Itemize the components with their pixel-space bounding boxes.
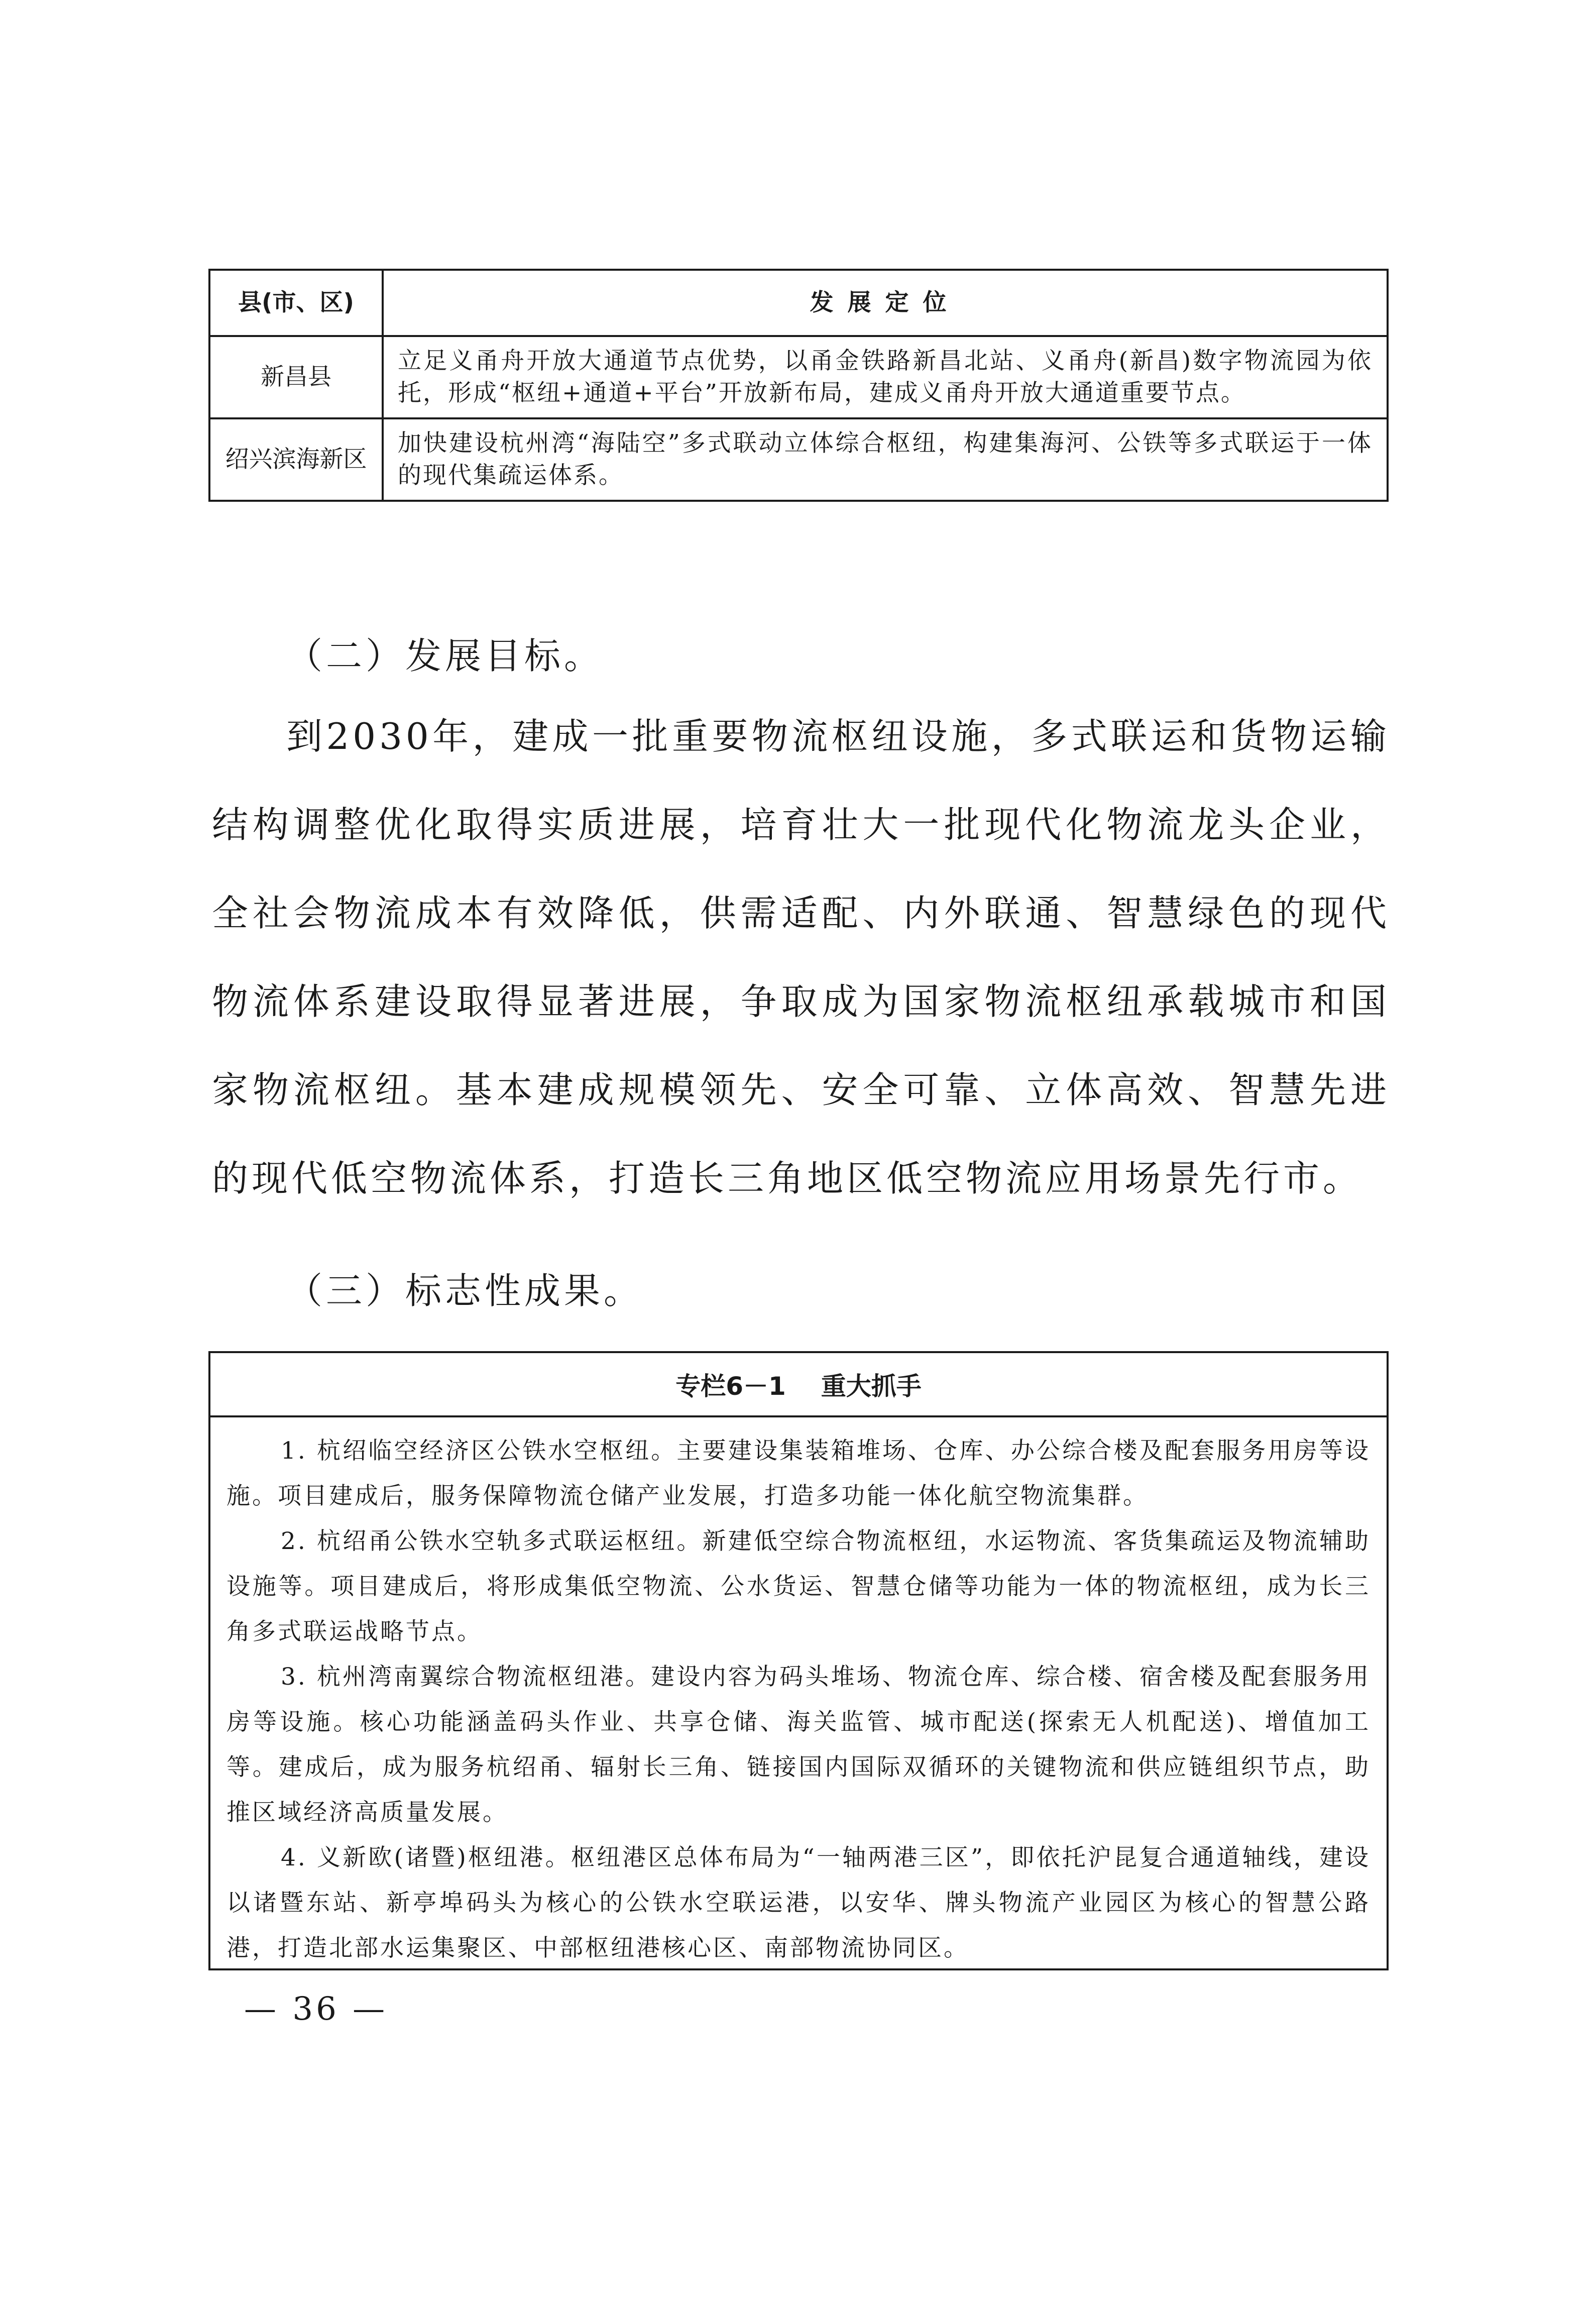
box-item: 3. 杭州湾南翼综合物流枢纽港。建设内容为码头堆场、物流仓库、综合楼、宿舍楼及配套服务用房等设施。核心功能涵盖码头作业、共享仓储、海关监管、城市配送(探索无人机配送)、增值加工等。建成后，成为服务杭绍甬、辐射长三角、链接国内国际双循环的关键物流和供应链组织节点，助推区域经济高质量发展。	[226, 1663, 1371, 1826]
box-label: 专栏6－1	[675, 1372, 786, 1401]
section-heading-achievements: （三）标志性成果。	[286, 1270, 644, 1312]
table-header-county: 县(市、区)	[209, 270, 383, 336]
table-cell-county: 新昌县	[209, 336, 383, 418]
box-item: 2. 杭绍甬公铁水空轨多式联运枢纽。新建低空综合物流枢纽，水运物流、客货集疏运及物流辅助设施等。项目建成后，将形成集低空物流、公水货运、智慧仓储等功能为一体的物流枢纽，成为长三角多式联运战略节点。	[226, 1527, 1371, 1645]
table-row	[209, 336, 1388, 418]
table-header-row	[209, 270, 1388, 336]
box-title: 重大抓手	[821, 1372, 922, 1401]
section-heading-goals: （二）发展目标。	[286, 635, 604, 677]
table-cell-description: 立足义甬舟开放大通道节点优势，以甬金铁路新昌北站、义甬舟(新昌)数字物流园为依托，形成“枢纽+通道+平台”开放新布局，建成义甬舟开放大通道重要节点。	[383, 336, 1388, 418]
table-row	[209, 418, 1388, 501]
table-header-positioning: 发展定位	[383, 270, 1388, 336]
column-box	[208, 1351, 1389, 1970]
positioning-table	[208, 269, 1389, 502]
box-body	[210, 1417, 1387, 1971]
box-title-bar	[210, 1353, 1387, 1417]
box-item: 4. 义新欧(诸暨)枢纽港。枢纽港区总体布局为“一轴两港三区”，即依托沪昆复合通道轴线，建设以诸暨东站、新亭埠码头为核心的公铁水空联运港，以安华、牌头物流产业园区为核心的智慧公路港，打造北部水运集聚区、中部枢纽港核心区、南部物流协同区。	[226, 1844, 1371, 1962]
goals-paragraph: 到2030年，建成一批重要物流枢纽设施，多式联运和货物运输结构调整优化取得实质进展，培育壮大一批现代化物流龙头企业，全社会物流成本有效降低，供需适配、内外联通、智慧绿色的现代物流体系建设取得显著进展，争取成为国家物流枢纽承载城市和国家物流枢纽。基本建成规模领先、安全可靠、立体高效、智慧先进的现代低空物流体系，打造长三角地区低空物流应用场景先行市。	[212, 715, 1390, 1199]
page-number: — 36 —	[244, 1991, 388, 2028]
table-cell-description: 加快建设杭州湾“海陆空”多式联动立体综合枢纽，构建集海河、公铁等多式联运于一体的现代集疏运体系。	[383, 418, 1388, 501]
table-cell-county: 绍兴滨海新区	[209, 418, 383, 501]
box-item: 1. 杭绍临空经济区公铁水空枢纽。主要建设集装箱堆场、仓库、办公综合楼及配套服务用房等设施。项目建成后，服务保障物流仓储产业发展，打造多功能一体化航空物流集群。	[226, 1437, 1371, 1510]
